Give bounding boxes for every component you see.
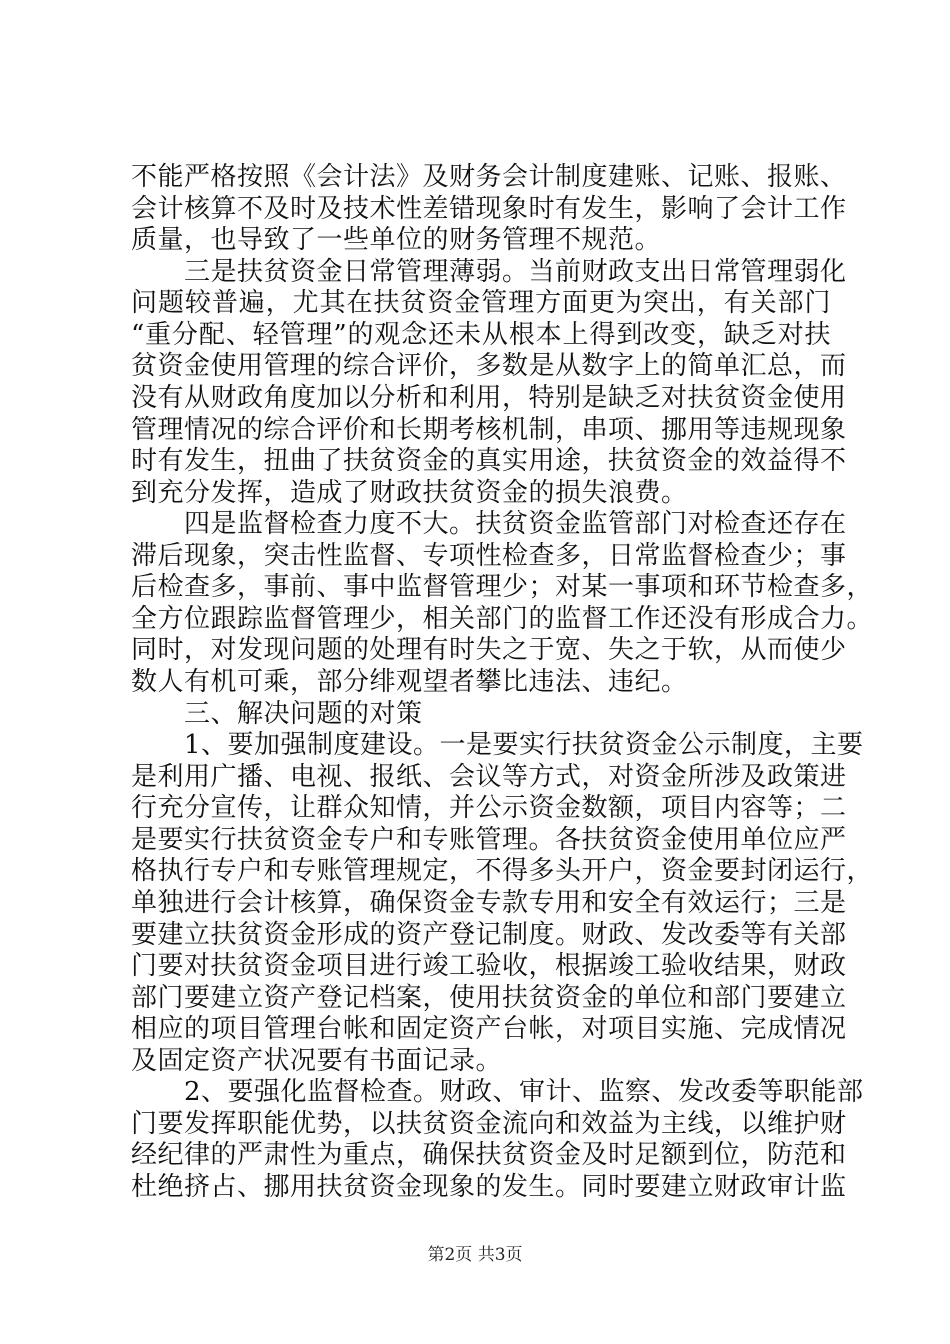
text-line: 是利用广播、电视、报纸、会议等方式，对资金所涉及政策进 [131,762,847,792]
text-line: 后检查多，事前、事中监督管理少；对某一事项和环节检查多， [131,572,874,602]
text-line: 经纪律的严肃性为重点，确保扶贫资金及时足额到位，防范和 [131,1140,847,1170]
text-line: 杜绝挤占、挪用扶贫资金现象的发生。同时要建立财政审计监 [131,1172,847,1202]
page-number-footer: 第2页 共3页 [427,1245,523,1265]
text-line: 行充分宣传，让群众知情，并公示资金数额，项目内容等；二 [131,793,847,823]
text-line: 门要对扶贫资金项目进行竣工验收，根据竣工验收结果，财政 [131,951,847,981]
text-line: 及固定资产状况要有书面记录。 [131,1046,503,1076]
text-line: 会计核算不及时及技术性差错现象时有发生，影响了会计工作 [131,194,847,224]
text-line: 要建立扶贫资金形成的资产登记制度。财政、发改委等有关部 [131,920,847,950]
text-line: 相应的项目管理台帐和固定资产台帐，对项目实施、完成情况 [131,1014,847,1044]
text-line: 质量，也导致了一些单位的财务管理不规范。 [131,225,662,255]
text-line: 不能严格按照《会计法》及财务会计制度建账、记账、报账、 [131,162,847,192]
text-line: 三是扶贫资金日常管理薄弱。当前财政支出日常管理弱化 [131,257,847,287]
text-line: 全方位跟踪监督管理少，相关部门的监督工作还没有形成合力。 [131,604,874,634]
text-line: 滞后现象，突击性监督、专项性检查多，日常监督检查少；事 [131,541,847,571]
text-line: 管理情况的综合评价和长期考核机制，串项、挪用等违规现象 [131,415,847,445]
text-line: 1、要加强制度建设。一是要实行扶贫资金公示制度，主要 [131,730,864,760]
text-line: 是要实行扶贫资金专户和专账管理。各扶贫资金使用单位应严 [131,825,847,855]
section-heading: 三、解决问题的对策 [131,699,423,729]
text-line: 数人有机可乘，部分绯观望者攀比违法、违纪。 [131,667,688,697]
text-line: 格执行专户和专账管理规定，不得多头开户，资金要封闭运行， [131,856,874,886]
text-line: 没有从财政角度加以分析和利用，特别是缺乏对扶贫资金使用 [131,383,847,413]
text-line: 同时，对发现问题的处理有时失之于宽、失之于软，从而使少 [131,635,847,665]
text-line: 门要发挥职能优势，以扶贫资金流向和效益为主线，以维护财 [131,1109,847,1139]
text-line: 时有发生，扭曲了扶贫资金的真实用途，扶贫资金的效益得不 [131,446,847,476]
text-line: 贫资金使用管理的综合评价，多数是从数字上的简单汇总，而 [131,351,847,381]
text-line: 到充分发挥，造成了财政扶贫资金的损失浪费。 [131,478,688,508]
text-line: 四是监督检查力度不大。扶贫资金监管部门对检查还存在 [131,509,847,539]
text-line: 2、要强化监督检查。财政、审计、监察、发改委等职能部 [131,1077,864,1107]
text-line: 部门要建立资产登记档案，使用扶贫资金的单位和部门要建立 [131,983,847,1013]
text-line: “重分配、轻管理”的观念还未从根本上得到改变，缺乏对扶 [131,320,831,350]
text-line: 单独进行会计核算，确保资金专款专用和安全有效运行；三是 [131,888,847,918]
text-line: 问题较普遍，尤其在扶贫资金管理方面更为突出，有关部门 [131,288,831,318]
